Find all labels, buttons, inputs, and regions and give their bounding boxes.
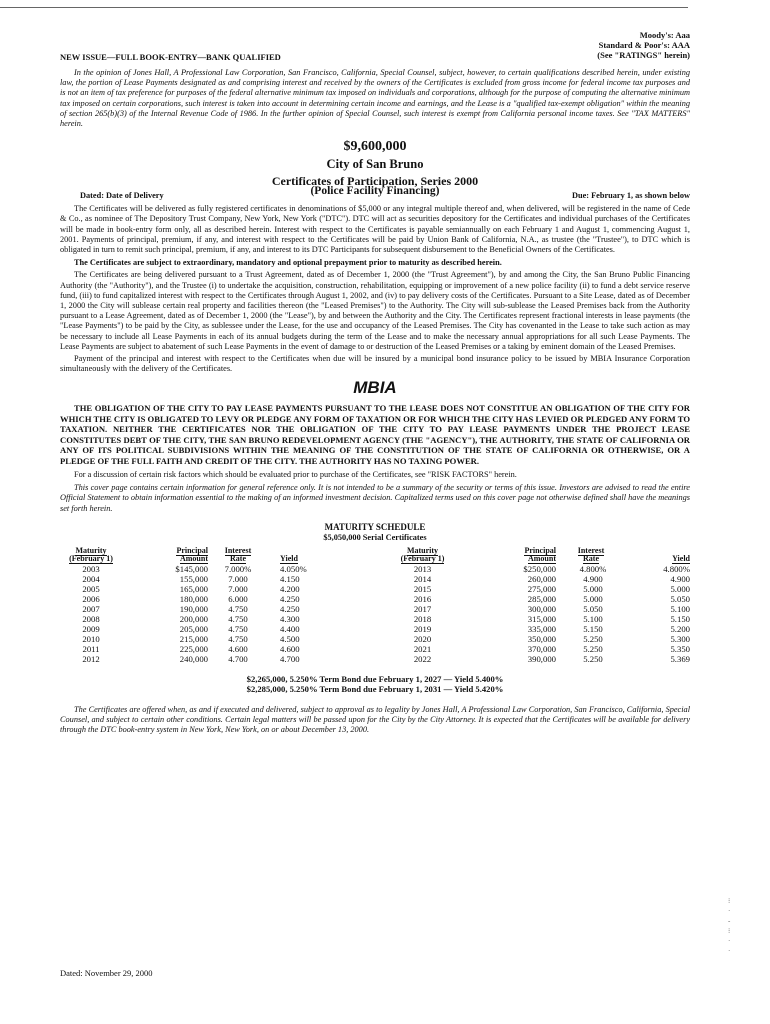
table-row [60,604,690,614]
maturity-cell: 2004 [82,573,100,584]
principal-cell: 390,000 [527,653,556,664]
maturity-cell: 2022 [413,653,432,664]
maturity-cell: 2006 [82,593,100,604]
rate-cell: 5.000 [583,593,603,604]
prepayment-note: The Certificates are subject to extraordinary, mandatory and optional prepayment prior to maturity as described herein. [74,258,502,268]
yield-cell: 4.700 [280,653,300,664]
obligation-disclaimer: THE OBLIGATION OF THE CITY TO PAY LEASE PAYMENTS PURSUANT TO THE LEASE DOES NOT CONSTITUE AN OBLIGATION OF THE CITY FOR WHICH THE CITY IS OBLIGATED TO LEVY OR PLEDGE ANY FORM OF TAXATION OR FOR WHICH THE CITY HAS LEVIED OR PLEDGED ANY FORM TO TAXATION. NEITHER THE CERTIFICATES NOR THE OBLIGATION OF THE CITY TO PAY LEASE PAYMENTS UNDER THE PROJECT LEASE CONSTITUTES DEBT OF THE CITY, THE SAN BRUNO REDEVELOPMENT AGENCY (THE "AGENCY"), THE AUTHORITY, THE STATE OF CALIFORNIA OR ANY OF ITS POLITICAL SUBDIVISIONS WITHIN THE MEANING OF THE CONSTITUTION OF THE STATE OF CALIFORNIA OR OTHERWISE, OR A PLEDGE OF THE FULL FAITH AND CREDIT OF THE CITY. THE AUTHORITY HAS NO TAXING POWER. [60,403,690,466]
delivery-paragraph: The Certificates will be delivered as fully registered certificates in denominations of $5,000 or any integral multiple thereof and, when delivered, will be registered in the name of Cede & Co., as nominee of The Depository Trust Company, New York, New York ("DTC"). DTC will act as securities depository for the Certificates and individual purchases of the Certificates will be made in book-entry form only, all as described herein. Interest with respect to the Certificates is payable semiannually on each February 1 and August 1, commencing August 1, 2001. Payments of principal, premium, if any, and interest with respect to the Certificates will be paid by Union Bank of California, N.A., as trustee (the "Trustee"), to DTC which is obligated in turn to remit such principal, premium, if any, and interest to its DTC Participants for subsequent disbursement to the Beneficial Owners of the Certificates. [60,204,690,255]
maturity-cell: 2014 [413,573,432,584]
maturity-cell: 2005 [82,583,100,594]
rate-cell: 4.700 [228,653,248,664]
yield-cell: 4.150 [280,573,300,584]
yield-cell: 4.400 [280,623,300,634]
yield-cell: 4.250 [280,603,300,614]
maturity-cell: 2003 [82,563,100,574]
maturity-cell: 2012 [82,653,100,664]
series-subtitle: (Police Facility Financing) [310,185,440,198]
rating-sp: Standard & Poor's: AAA [598,40,690,50]
principal-cell: $250,000 [523,563,556,574]
header-principal: Principal Amount [176,545,208,564]
issuer-name: City of San Bruno [326,157,424,172]
dated-label: Dated: Date of Delivery [80,191,164,201]
table-row [60,594,690,604]
maturity-cell: 2017 [413,603,432,614]
issue-line: NEW ISSUE—FULL BOOK-ENTRY—BANK QUALIFIED [60,52,281,62]
yield-cell: 4.500 [280,633,300,644]
yield-cell: 5.350 [670,643,690,654]
mbia-logo [60,378,690,401]
maturity-cell: 2015 [413,583,432,594]
table-row [60,624,690,634]
maturity-cell: 2013 [413,563,432,574]
mbia-logo-text: MBIA [353,378,397,397]
principal-cell: 180,000 [179,593,208,604]
series-title: Certificates of Participation, Series 2000 [271,174,479,189]
maturity-cell: 2008 [82,613,100,624]
rate-cell: 5.100 [583,613,603,624]
yield-cell: 5.050 [670,593,690,604]
yield-cell: 5.300 [670,633,690,644]
rate-cell: 5.150 [583,623,603,634]
header-yield: Yield [280,554,298,564]
term-bonds [60,674,690,695]
principal-cell: 205,000 [179,623,208,634]
yield-cell: 4.300 [280,613,300,624]
principal-cell: 155,000 [179,573,208,584]
table-row [60,574,690,584]
table-row [60,614,690,624]
mbia-logo-mark [340,378,410,396]
header-maturity: Maturity (February 1) [69,545,113,564]
risk-factors-note: For a discussion of certain risk factors which should be evaluated prior to purchase of the Certificates, see "RISK FACTORS" herein. [74,469,517,479]
table-row [60,584,690,594]
header-yield-right: Yield [672,554,690,564]
maturity-cell: 2021 [413,643,432,654]
rate-cell: 4.600 [228,643,248,654]
term-bond-2027: $2,265,000, 5.250% Term Bond due February 1, 2027 — Yield 5.400% [246,673,504,684]
maturity-schedule-table [60,547,690,664]
due-label: Due: February 1, as shown below [571,191,690,201]
margin-marks: ⁝ · ‐ ⁝ · · [728,897,731,955]
yield-cell: 4.900 [670,573,690,584]
yield-cell: 5.369 [670,653,690,664]
principal-cell: 240,000 [179,653,208,664]
principal-cell: 350,000 [527,633,556,644]
rate-cell: 4.750 [228,603,248,614]
serial-certificates-subtitle: $5,050,000 Serial Certificates [323,532,427,542]
top-rule [0,7,688,8]
rate-cell: 4.750 [228,623,248,634]
rate-cell: 4.750 [228,613,248,624]
schedule-header-row [60,547,690,564]
yield-cell: 4.800% [663,563,690,574]
table-row [60,564,690,574]
principal-cell: 370,000 [527,643,556,654]
maturity-schedule-title: MATURITY SCHEDULE [324,521,426,532]
rate-cell: 5.250 [583,653,603,664]
yield-cell: 5.150 [670,613,690,624]
table-row [60,644,690,654]
header-rate: Interest Rate [224,545,252,564]
trust-agreement-paragraph: The Certificates are being delivered pursuant to a Trust Agreement, dated as of December 1, 2000 (the "Trust Agreement"), by and among the City, the San Bruno Public Financing Authority (the "Authority"), and the Trustee (i) to undertake the acquisition, construction, rehabilitation, equipping or improvement of a new police facility (ii) to fund a debt service reserve fund, (iii) to fund capitalized interest with respect to the Certificates through August 1, 2002, and (iv) to pay delivery costs of the Certificates. Pursuant to a Site Lease, dated as of December 1, 2000 the City will sublease certain real property and facilities thereon (the "Leased Premises") to the Authority. The City will sub-sublease the Leased Premises back from the Authority pursuant to a Lease Agreement, dated as of December 1, 2000 (the "Lease"), by and between the Authority and the City. The Certificates represent fractional interests in lease payments (the "Lease Payments") to be paid by the City, as sublessee under the Lease, for the use and occupancy of the Leased Premises. The City has covenanted in the Lease to take such action as may be necessary to include all Lease Payments in each of its annual budgets during the term of the Lease and to make the necessary annual appropriations for all such Lease Payments. The Lease Payments are subject to abatement of such Lease Payments in the event of damage to or destruction of the Leased Premises or a taking by eminent domain of the Leased Premises. [60,270,690,351]
cover-page [60,30,690,735]
maturity-cell: 2020 [413,633,432,644]
rate-cell: 4.900 [583,573,603,584]
yield-cell: 4.200 [280,583,300,594]
rate-cell: 4.750 [228,633,248,644]
ratings-reference: (See "RATINGS" herein) [597,50,690,60]
rate-cell: 5.250 [583,643,603,654]
header-maturity-right: Maturity (February 1) [400,545,445,564]
yield-cell: 4.600 [280,643,300,654]
maturity-cell: 2019 [413,623,432,634]
rate-cell: 4.800% [579,563,607,574]
yield-cell: 4.250 [280,593,300,604]
table-row [60,654,690,664]
rate-cell: 7.000 [228,573,248,584]
header-principal-right: Principal Amount [524,545,556,564]
rate-cell: 7.000% [224,563,252,574]
yield-cell: 5.000 [670,583,690,594]
principal-cell: 315,000 [527,613,556,624]
tax-opinion: In the opinion of Jones Hall, A Professional Law Corporation, San Francisco, California, Special Counsel, subject, however, to certain qualifications described herein, under existing law, the portion of Lease Payments designated as and comprising interest and received by the owners of the Certificates is excluded from gross income for federal income tax purposes and is not an item of tax preference for purposes of the federal alternative minimum tax imposed on individuals and corporations, although for the purpose of computing the alternative minimum tax imposed on certain corporations, such interest is taken into account in determining certain income and earnings, and the Lease is a "qualified tax-exempt obligation" within the meaning of section 265(b)(3) of the Internal Revenue Code of 1986. In the further opinion of Special Counsel, such interest is exempt from California personal income taxes. See "TAX MATTERS" herein. [60,68,690,129]
principal-cell: 300,000 [527,603,556,614]
maturity-cell: 2018 [413,613,432,624]
term-bond-2031: $2,285,000, 5.250% Term Bond due February 1, 2031 — Yield 5.420% [246,684,504,695]
principal-cell: 200,000 [179,613,208,624]
principal-cell: 190,000 [179,603,208,614]
rate-cell: 5.050 [583,603,603,614]
yield-cell: 4.050% [280,563,307,574]
cover-page-note: This cover page contains certain information for general reference only. It is not intended to be a summary of the security or terms of this issue. Investors are advised to read the entire Official Statement to obtain information essential to the making of an informed investment decision. Capitalized terms used on this cover page not otherwise defined shall have the meanings set forth herein. [60,483,690,513]
schedule-body [60,564,690,664]
dated-due-row [60,185,690,202]
header-rate-right: Interest Rate [577,545,605,564]
maturity-cell: 2007 [82,603,100,614]
principal-cell: 215,000 [179,633,208,644]
principal-cell: 260,000 [527,573,556,584]
rate-cell: 7.000 [228,583,248,594]
rate-cell: 5.000 [583,583,603,594]
rate-cell: 5.250 [583,633,603,644]
yield-cell: 5.200 [670,623,690,634]
rating-moodys: Moody's: Aaa [639,30,690,40]
offering-terms: The Certificates are offered when, as and if executed and delivered, subject to approval as to legality by Jones Hall, A Professional Law Corporation, San Francisco, California, Special Counsel, and subject to certain other conditions. Certain legal matters will be passed upon for the City by the City Attorney. It is expected that the Certificates will be available for delivery through the DTC book-entry system in New York, New York, on or about December 13, 2000. [60,704,690,735]
principal-cell: 275,000 [527,583,556,594]
maturity-cell: 2009 [82,623,100,634]
maturity-cell: 2016 [413,593,432,604]
rate-cell: 6.000 [228,593,248,604]
table-row [60,634,690,644]
maturity-cell: 2011 [82,643,100,654]
document-date: Dated: November 29, 2000 [60,968,153,978]
insurance-paragraph: Payment of the principal and interest with respect to the Certificates when due will be insured by a municipal bond insurance policy to be issued by MBIA Insurance Corporation simultaneously with the delivery of the Certificates. [60,354,690,374]
principal-cell: 285,000 [527,593,556,604]
maturity-cell: 2010 [82,633,100,644]
principal-cell: 225,000 [179,643,208,654]
principal-cell: 335,000 [527,623,556,634]
principal-cell: $145,000 [175,563,208,574]
yield-cell: 5.100 [670,603,690,614]
principal-cell: 165,000 [179,583,208,594]
issue-amount: $9,600,000 [343,139,407,155]
